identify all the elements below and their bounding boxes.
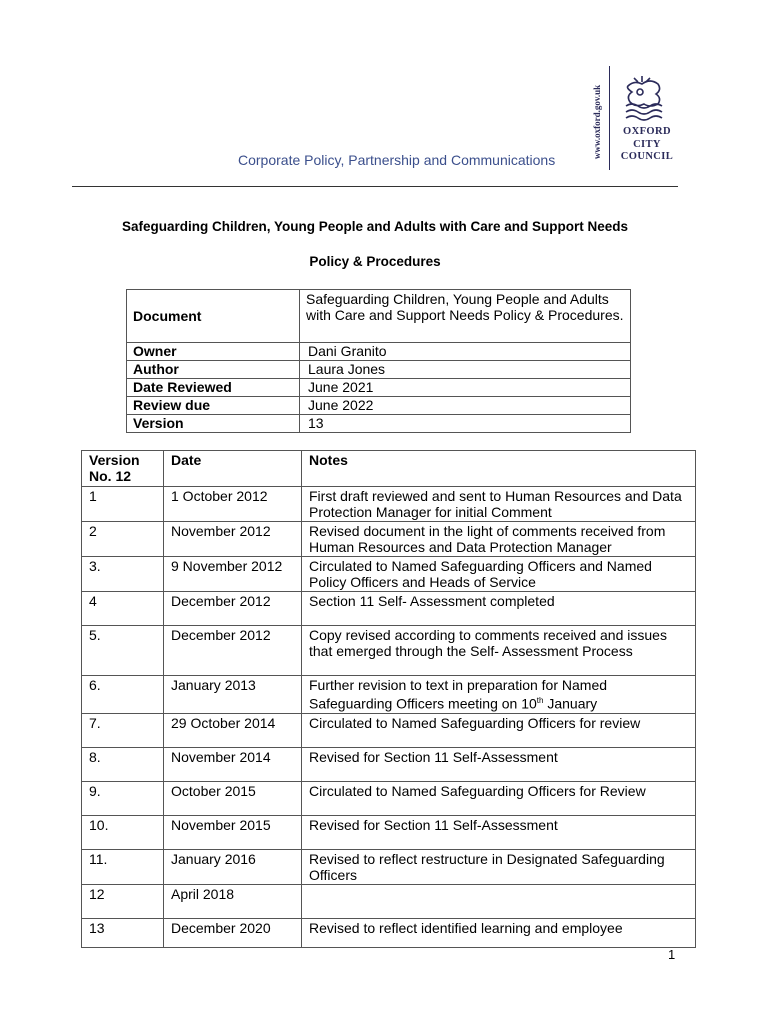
page-number: 1 [668, 947, 676, 962]
row-version: 6. [82, 676, 164, 714]
row-notes: Revised to reflect restructure in Designated Safeguarding Officers [302, 849, 696, 884]
table-row [82, 626, 696, 676]
row-version: 11. [82, 849, 164, 884]
table-row [82, 849, 696, 884]
table-row [82, 487, 696, 522]
date-reviewed-value: June 2021 [300, 379, 631, 397]
row-notes: Copy revised according to comments received and issues that emerged through the Self- Assessment Process [302, 626, 696, 676]
owner-label: Owner [127, 343, 300, 361]
row-notes [302, 676, 696, 714]
row-date: December 2012 [164, 592, 302, 626]
version-value: 13 [300, 415, 631, 433]
row-version: 1 [82, 487, 164, 522]
header-rule [72, 186, 678, 187]
table-row [82, 592, 696, 626]
row-notes: Revised for Section 11 Self-Assessment [302, 815, 696, 849]
table-row [82, 747, 696, 781]
row-date: 9 November 2012 [164, 557, 302, 592]
header-notes: Notes [302, 451, 696, 487]
website-url: www.oxford.gov.uk [592, 84, 602, 160]
logo-divider [609, 66, 610, 170]
table-row [82, 522, 696, 557]
row-notes: Revised to reflect identified learning and employee [302, 918, 696, 947]
document-subtitle: Policy & Procedures [309, 254, 441, 269]
document-title: Safeguarding Children, Young People and Adults with Care and Support Needs [121, 219, 629, 234]
version-label: Version [127, 415, 300, 433]
row-date: October 2015 [164, 781, 302, 815]
row-notes: First draft reviewed and sent to Human Resources and Data Protection Manager for initial Comment [302, 487, 696, 522]
row-date: November 2014 [164, 747, 302, 781]
council-line-oxford: OXFORD [623, 126, 671, 137]
row-version: 5. [82, 626, 164, 676]
row-notes: Revised for Section 11 Self-Assessment [302, 747, 696, 781]
row-date: 1 October 2012 [164, 487, 302, 522]
council-line-council: COUNCIL [620, 151, 674, 162]
document-value: Safeguarding Children, Young People and Adults with Care and Support Needs Policy & Procedures. [300, 290, 631, 343]
table-row [82, 713, 696, 747]
row-notes-text: Further revision to text in preparation for Named Safeguarding Officers meeting on 10 [309, 677, 608, 712]
owner-value: Dani Granito [300, 343, 631, 361]
row-version: 12 [82, 884, 164, 918]
row-version: 4 [82, 592, 164, 626]
table-row [82, 815, 696, 849]
row-date: November 2015 [164, 815, 302, 849]
header-version: Version No. 12 [82, 451, 164, 487]
date-reviewed-label: Date Reviewed [127, 379, 300, 397]
row-date: December 2012 [164, 626, 302, 676]
row-notes [302, 884, 696, 918]
document-label: Document [127, 290, 300, 343]
row-notes: Section 11 Self- Assessment completed [302, 592, 696, 626]
row-version: 7. [82, 713, 164, 747]
row-version: 10. [82, 815, 164, 849]
council-line-city: CITY [633, 138, 661, 150]
council-name [612, 126, 682, 164]
row-version: 9. [82, 781, 164, 815]
council-crest-icon [620, 72, 668, 124]
table-row [82, 781, 696, 815]
table-row [82, 676, 696, 714]
row-date: January 2013 [164, 676, 302, 714]
row-notes: Circulated to Named Safeguarding Officers and Named Policy Officers and Heads of Service [302, 557, 696, 592]
row-version: 8. [82, 747, 164, 781]
row-notes: Circulated to Named Safeguarding Officers for Review [302, 781, 696, 815]
row-notes-sup: th [536, 696, 544, 705]
version-history-table [81, 450, 696, 948]
author-label: Author [127, 361, 300, 379]
row-date: January 2016 [164, 849, 302, 884]
row-version: 2 [82, 522, 164, 557]
row-date: December 2020 [164, 918, 302, 947]
row-date: April 2018 [164, 884, 302, 918]
review-due-value: June 2022 [300, 397, 631, 415]
header-date: Date [164, 451, 302, 487]
table-row [82, 884, 696, 918]
table-row [82, 557, 696, 592]
row-version: 13 [82, 918, 164, 947]
row-version: 3. [82, 557, 164, 592]
row-notes: Circulated to Named Safeguarding Officers for review [302, 713, 696, 747]
table-row [82, 918, 696, 947]
review-due-label: Review due [127, 397, 300, 415]
author-value: Laura Jones [300, 361, 631, 379]
row-notes: Revised document in the light of comments received from Human Resources and Data Protection Manager [302, 522, 696, 557]
row-date: November 2012 [164, 522, 302, 557]
row-notes-tail: January [543, 695, 598, 712]
row-date: 29 October 2014 [164, 713, 302, 747]
document-info-table [126, 289, 631, 433]
department-header: Corporate Policy, Partnership and Communications [238, 152, 556, 168]
